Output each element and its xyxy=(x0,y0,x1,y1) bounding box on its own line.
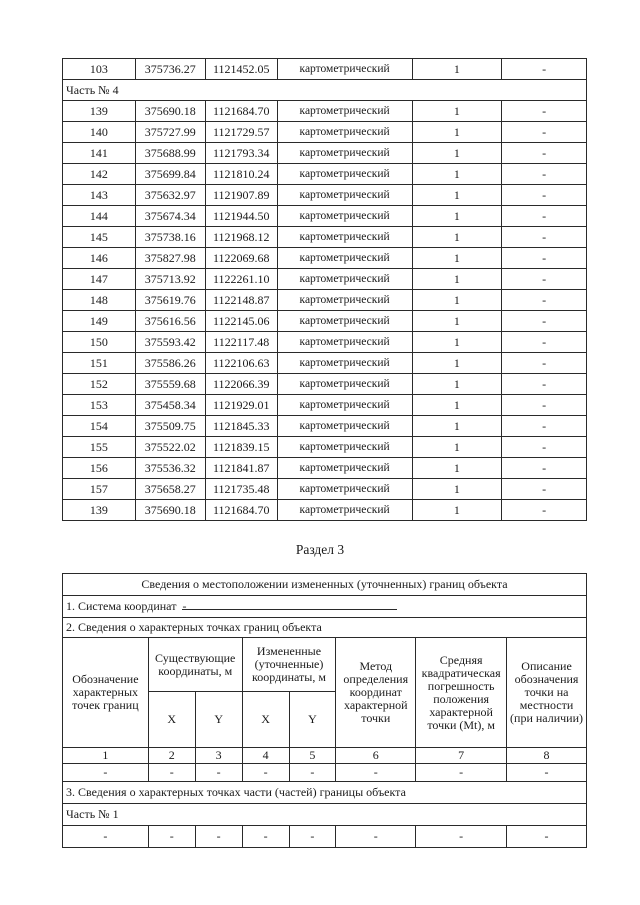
method-cell: картометрический xyxy=(277,206,412,227)
accuracy-cell: 1 xyxy=(412,479,502,500)
point-number-cell: 143 xyxy=(63,185,136,206)
y-coordinate-cell: 1122069.68 xyxy=(205,248,277,269)
accuracy-cell: 1 xyxy=(412,164,502,185)
section-title: Раздел 3 xyxy=(295,542,345,557)
y-coordinate-cell: 1121452.05 xyxy=(205,59,277,80)
column-number-cell: 2 xyxy=(148,748,195,764)
header-description: Описание обозначения точки на местности (при наличии) xyxy=(507,638,587,748)
table-cell: - xyxy=(289,826,336,848)
column-number-cell: 8 xyxy=(507,748,587,764)
point-number-cell: 147 xyxy=(63,269,136,290)
method-cell: картометрический xyxy=(277,227,412,248)
header-changed-x: X xyxy=(242,692,289,748)
part-header-label: Часть № 4 xyxy=(63,80,587,101)
y-coordinate-cell: 1122117.48 xyxy=(205,332,277,353)
x-coordinate-cell: 375458.34 xyxy=(135,395,205,416)
description-cell: - xyxy=(502,164,587,185)
y-coordinate-cell: 1122148.87 xyxy=(205,290,277,311)
method-cell: картометрический xyxy=(277,311,412,332)
column-number-cell: 3 xyxy=(195,748,242,764)
x-coordinate-cell: 375690.18 xyxy=(135,500,205,521)
method-cell: картометрический xyxy=(277,164,412,185)
table-cell: - xyxy=(336,826,416,848)
description-cell: - xyxy=(502,374,587,395)
table-title: Сведения о местоположении измененных (уточненных) границ объекта xyxy=(63,574,587,596)
description-cell: - xyxy=(502,122,587,143)
description-cell: - xyxy=(502,311,587,332)
x-coordinate-cell: 375727.99 xyxy=(135,122,205,143)
table-cell: - xyxy=(195,826,242,848)
point-number-cell: 144 xyxy=(63,206,136,227)
coord-system-field xyxy=(182,599,397,613)
description-cell: - xyxy=(502,290,587,311)
accuracy-cell: 1 xyxy=(412,59,502,80)
method-cell: картометрический xyxy=(277,59,412,80)
point-number-cell: 154 xyxy=(63,416,136,437)
parts-section-title: 3. Сведения о характерных точках части (частей) границы объекта xyxy=(63,782,587,804)
accuracy-cell: 1 xyxy=(412,437,502,458)
point-number-cell: 145 xyxy=(63,227,136,248)
description-cell: - xyxy=(502,227,587,248)
accuracy-cell: 1 xyxy=(412,458,502,479)
accuracy-cell: 1 xyxy=(412,311,502,332)
table-row xyxy=(63,185,587,206)
table-row xyxy=(63,479,587,500)
table-row xyxy=(63,143,587,164)
x-coordinate-cell: 375738.16 xyxy=(135,227,205,248)
description-cell: - xyxy=(502,59,587,80)
table-cell: - xyxy=(242,826,289,848)
y-coordinate-cell: 1122145.06 xyxy=(205,311,277,332)
point-number-cell: 152 xyxy=(63,374,136,395)
header-existing-coords: Существующие координаты, м xyxy=(148,638,242,692)
description-cell: - xyxy=(502,353,587,374)
x-coordinate-cell: 375632.97 xyxy=(135,185,205,206)
method-cell: картометрический xyxy=(277,332,412,353)
x-coordinate-cell: 375736.27 xyxy=(135,59,205,80)
coord-system-label: 1. Система координат xyxy=(66,599,177,613)
description-cell: - xyxy=(502,143,587,164)
description-cell: - xyxy=(502,458,587,479)
description-cell: - xyxy=(502,437,587,458)
table-cell: - xyxy=(507,826,587,848)
accuracy-cell: 1 xyxy=(412,206,502,227)
accuracy-cell: 1 xyxy=(412,227,502,248)
method-cell: картометрический xyxy=(277,269,412,290)
part-label: Часть № 1 xyxy=(63,804,587,826)
method-cell: картометрический xyxy=(277,353,412,374)
header-changed-y: Y xyxy=(289,692,336,748)
y-coordinate-cell: 1121684.70 xyxy=(205,101,277,122)
coord-system-value: - xyxy=(182,599,187,613)
x-coordinate-cell: 375522.02 xyxy=(135,437,205,458)
accuracy-cell: 1 xyxy=(412,416,502,437)
accuracy-cell: 1 xyxy=(412,101,502,122)
table-row xyxy=(63,416,587,437)
header-accuracy: Средняя квадратическая погрешность положения характерной точки (Mt), м xyxy=(416,638,507,748)
description-cell: - xyxy=(502,248,587,269)
method-cell: картометрический xyxy=(277,185,412,206)
point-number-cell: 142 xyxy=(63,164,136,185)
accuracy-cell: 1 xyxy=(412,353,502,374)
method-cell: картометрический xyxy=(277,500,412,521)
table-row xyxy=(63,164,587,185)
table-row xyxy=(63,59,587,80)
method-cell: картометрический xyxy=(277,374,412,395)
method-cell: картометрический xyxy=(277,416,412,437)
x-coordinate-cell: 375713.92 xyxy=(135,269,205,290)
x-coordinate-cell: 375559.68 xyxy=(135,374,205,395)
empty-points-row xyxy=(63,764,587,782)
point-number-cell: 146 xyxy=(63,248,136,269)
point-number-cell: 155 xyxy=(63,437,136,458)
part-header-row xyxy=(63,80,587,101)
header-existing-x: X xyxy=(148,692,195,748)
table-row xyxy=(63,353,587,374)
description-cell: - xyxy=(502,185,587,206)
y-coordinate-cell: 1122066.39 xyxy=(205,374,277,395)
table-row xyxy=(63,101,587,122)
accuracy-cell: 1 xyxy=(412,248,502,269)
y-coordinate-cell: 1121810.24 xyxy=(205,164,277,185)
y-coordinate-cell: 1121929.01 xyxy=(205,395,277,416)
description-cell: - xyxy=(502,101,587,122)
table-cell: - xyxy=(507,764,587,782)
column-number-cell: 4 xyxy=(242,748,289,764)
y-coordinate-cell: 1121735.48 xyxy=(205,479,277,500)
table-cell: - xyxy=(148,826,195,848)
table-cell: - xyxy=(63,764,149,782)
description-cell: - xyxy=(502,416,587,437)
table-row xyxy=(63,437,587,458)
accuracy-cell: 1 xyxy=(412,185,502,206)
header-existing-y: Y xyxy=(195,692,242,748)
x-coordinate-cell: 375690.18 xyxy=(135,101,205,122)
y-coordinate-cell: 1121839.15 xyxy=(205,437,277,458)
method-cell: картометрический xyxy=(277,122,412,143)
x-coordinate-cell: 375699.84 xyxy=(135,164,205,185)
column-number-cell: 5 xyxy=(289,748,336,764)
point-number-cell: 139 xyxy=(63,101,136,122)
point-number-cell: 139 xyxy=(63,500,136,521)
table-row xyxy=(63,500,587,521)
y-coordinate-cell: 1121793.34 xyxy=(205,143,277,164)
y-coordinate-cell: 1121729.57 xyxy=(205,122,277,143)
table-cell: - xyxy=(289,764,336,782)
description-cell: - xyxy=(502,332,587,353)
point-number-cell: 140 xyxy=(63,122,136,143)
description-cell: - xyxy=(502,206,587,227)
table-row xyxy=(63,332,587,353)
x-coordinate-cell: 375674.34 xyxy=(135,206,205,227)
table-row xyxy=(63,290,587,311)
point-number-cell: 153 xyxy=(63,395,136,416)
table-row xyxy=(63,311,587,332)
table-cell: - xyxy=(242,764,289,782)
table-row xyxy=(63,395,587,416)
method-cell: картометрический xyxy=(277,437,412,458)
point-number-cell: 141 xyxy=(63,143,136,164)
table-row xyxy=(63,458,587,479)
accuracy-cell: 1 xyxy=(412,143,502,164)
description-cell: - xyxy=(502,500,587,521)
header-method: Метод определения координат характерной точки xyxy=(336,638,416,748)
column-numbers-row xyxy=(63,748,587,764)
description-cell: - xyxy=(502,479,587,500)
boundary-points-table xyxy=(62,58,587,521)
point-number-cell: 103 xyxy=(63,59,136,80)
header-changed-coords: Измененные (уточненные) координаты, м xyxy=(242,638,336,692)
description-cell: - xyxy=(502,395,587,416)
accuracy-cell: 1 xyxy=(412,269,502,290)
table-row xyxy=(63,227,587,248)
x-coordinate-cell: 375593.42 xyxy=(135,332,205,353)
table-cell: - xyxy=(416,764,507,782)
boundary-points-table-body xyxy=(63,59,587,521)
header-designation: Обозначение характерных точек границ xyxy=(63,638,149,748)
x-coordinate-cell: 375509.75 xyxy=(135,416,205,437)
x-coordinate-cell: 375586.26 xyxy=(135,353,205,374)
table-row xyxy=(63,269,587,290)
point-number-cell: 156 xyxy=(63,458,136,479)
x-coordinate-cell: 375658.27 xyxy=(135,479,205,500)
x-coordinate-cell: 375616.56 xyxy=(135,311,205,332)
table-row xyxy=(63,374,587,395)
part-points-row xyxy=(63,826,587,848)
table-cell: - xyxy=(148,764,195,782)
point-number-cell: 150 xyxy=(63,332,136,353)
point-number-cell: 151 xyxy=(63,353,136,374)
table-row xyxy=(63,248,587,269)
method-cell: картометрический xyxy=(277,458,412,479)
y-coordinate-cell: 1121841.87 xyxy=(205,458,277,479)
table-cell: - xyxy=(416,826,507,848)
accuracy-cell: 1 xyxy=(412,122,502,143)
changed-boundaries-table xyxy=(62,573,587,848)
accuracy-cell: 1 xyxy=(412,290,502,311)
table-row xyxy=(63,122,587,143)
y-coordinate-cell: 1122106.63 xyxy=(205,353,277,374)
table-cell: - xyxy=(195,764,242,782)
column-number-cell: 6 xyxy=(336,748,416,764)
points-section-title: 2. Сведения о характерных точках границ объекта xyxy=(63,618,587,638)
y-coordinate-cell: 1122261.10 xyxy=(205,269,277,290)
coord-system-row xyxy=(63,596,587,618)
description-cell: - xyxy=(502,269,587,290)
method-cell: картометрический xyxy=(277,248,412,269)
x-coordinate-cell: 375827.98 xyxy=(135,248,205,269)
method-cell: картометрический xyxy=(277,395,412,416)
column-number-cell: 7 xyxy=(416,748,507,764)
y-coordinate-cell: 1121944.50 xyxy=(205,206,277,227)
accuracy-cell: 1 xyxy=(412,374,502,395)
method-cell: картометрический xyxy=(277,479,412,500)
method-cell: картометрический xyxy=(277,143,412,164)
x-coordinate-cell: 375619.76 xyxy=(135,290,205,311)
column-number-cell: 1 xyxy=(63,748,149,764)
point-number-cell: 157 xyxy=(63,479,136,500)
y-coordinate-cell: 1121845.33 xyxy=(205,416,277,437)
point-number-cell: 149 xyxy=(63,311,136,332)
accuracy-cell: 1 xyxy=(412,395,502,416)
table-cell: - xyxy=(336,764,416,782)
accuracy-cell: 1 xyxy=(412,500,502,521)
accuracy-cell: 1 xyxy=(412,332,502,353)
y-coordinate-cell: 1121968.12 xyxy=(205,227,277,248)
x-coordinate-cell: 375536.32 xyxy=(135,458,205,479)
point-number-cell: 148 xyxy=(63,290,136,311)
method-cell: картометрический xyxy=(277,290,412,311)
y-coordinate-cell: 1121907.89 xyxy=(205,185,277,206)
y-coordinate-cell: 1121684.70 xyxy=(205,500,277,521)
table-cell: - xyxy=(63,826,149,848)
method-cell: картометрический xyxy=(277,101,412,122)
table-row xyxy=(63,206,587,227)
x-coordinate-cell: 375688.99 xyxy=(135,143,205,164)
